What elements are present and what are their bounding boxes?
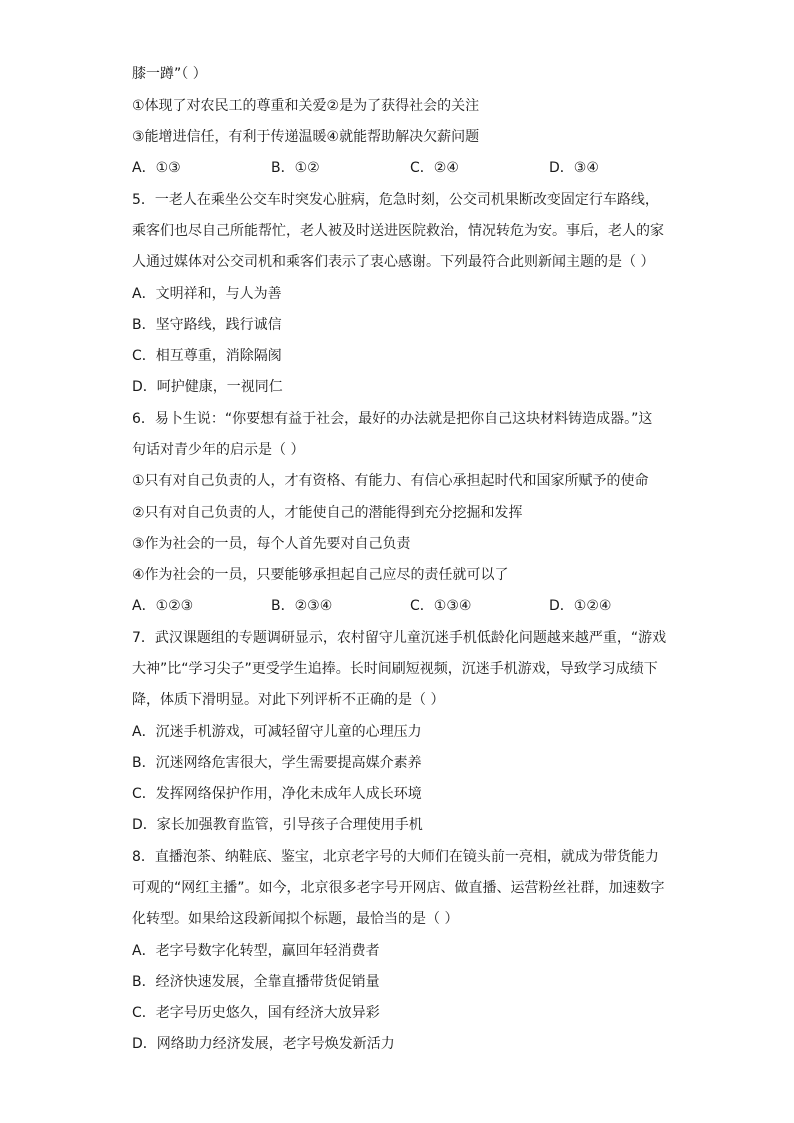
q5-option-c[interactable]: C．相互尊重，消除隔阂 [132, 348, 282, 364]
q7-option-b[interactable]: B．沉迷网络危害很大，学生需要提高媒介素养 [132, 755, 422, 771]
q6-option-a[interactable]: A．①②③ [132, 598, 194, 614]
q7-stem-line: 大神”比“学习尖子”更受学生追捧。长时间刷短视频，沉迷手机游戏，导致学习成绩下 [132, 661, 658, 677]
q6-option-b[interactable]: B．②③④ [271, 598, 333, 614]
q4-option-b[interactable]: B．①② [271, 160, 320, 176]
q5-option-b[interactable]: B．坚守路线，践行诚信 [132, 317, 282, 333]
q4-option-c[interactable]: C．②④ [410, 160, 459, 176]
q6-item-line: ①只有对自己负责的人，才有资格、有能力、有信心承担起时代和国家所赋予的使命 [132, 473, 649, 489]
q6-item-line: ④作为社会的一员，只要能够承担起自己应尽的责任就可以了 [132, 567, 509, 583]
q4-item-line: ③能增进信任，有利于传递温暖④就能帮助解决欠薪问题 [132, 129, 480, 145]
q8-stem-line: 化转型。如果给这段新闻拟个标题，最恰当的是（ ） [132, 911, 459, 927]
q8-option-a[interactable]: A．老字号数字化转型，赢回年轻消费者 [132, 943, 380, 959]
q6-item-line: ②只有对自己负责的人，才能使自己的潜能得到充分挖掘和发挥 [132, 505, 523, 521]
q7-stem-line: 降，体质下滑明显。对此下列评析不正确的是（ ） [132, 692, 445, 708]
q8-option-b[interactable]: B．经济快速发展，全靠直播带货促销量 [132, 974, 380, 990]
q4-option-a[interactable]: A．①③ [132, 160, 181, 176]
q7-option-c[interactable]: C．发挥网络保护作用，净化未成年人成长环境 [132, 786, 422, 802]
q5-option-a[interactable]: A．文明祥和，与人为善 [132, 286, 282, 302]
q6-stem-line: 6．易卜生说：“你要想有益于社会，最好的办法就是把你自己这块材料铸造成器。”这 [132, 411, 653, 427]
q8-option-d[interactable]: D．网络助力经济发展，老字号焕发新活力 [132, 1036, 395, 1052]
q5-stem-line: 乘客们也尽自己所能帮忙，老人被及时送进医院救治，情况转危为安。事后，老人的家 [132, 223, 664, 239]
q8-stem-line: 可观的“网红主播”。如今，北京很多老字号开网店、做直播、运营粉丝社群，加速数字 [132, 880, 665, 896]
q6-stem-line: 句话对青少年的启示是（ ） [132, 442, 305, 458]
q6-option-c[interactable]: C．①③④ [410, 598, 472, 614]
q4-stem-tail: 膝一蹲”（ ） [132, 66, 207, 82]
q8-stem-line: 8．直播泡茶、纳鞋底、鉴宝，北京老字号的大师们在镜头前一亮相，就成为带货能力 [132, 849, 659, 865]
q8-option-c[interactable]: C．老字号历史悠久，国有经济大放异彩 [132, 1005, 380, 1021]
q6-options [132, 596, 652, 616]
q5-option-d[interactable]: D．呵护健康，一视同仁 [132, 379, 283, 395]
q6-item-line: ③作为社会的一员，每个人首先要对自己负责 [132, 536, 411, 552]
q7-stem-line: 7．武汉课题组的专题调研显示，农村留守儿童沉迷手机低龄化问题越来越严重，“游戏 [132, 630, 667, 646]
q7-option-a[interactable]: A．沉迷手机游戏，可减轻留守儿童的心理压力 [132, 724, 422, 740]
q4-option-d[interactable]: D．③④ [549, 160, 599, 176]
q5-stem-line: 5．一老人在乘坐公交车时突发心脏病，危急时刻，公交司机果断改变固定行车路线， [132, 192, 659, 208]
q7-option-d[interactable]: D．家长加强教育监管，引导孩子合理使用手机 [132, 817, 423, 833]
q4-item-line: ①体现了对农民工的尊重和关爱②是为了获得社会的关注 [132, 98, 480, 114]
q6-option-d[interactable]: D．①②④ [549, 598, 612, 614]
q5-stem-line: 人通过媒体对公交司机和乘客们表示了衷心感谢。下列最符合此则新闻主题的是（ ） [132, 254, 655, 270]
q4-options [132, 158, 652, 178]
